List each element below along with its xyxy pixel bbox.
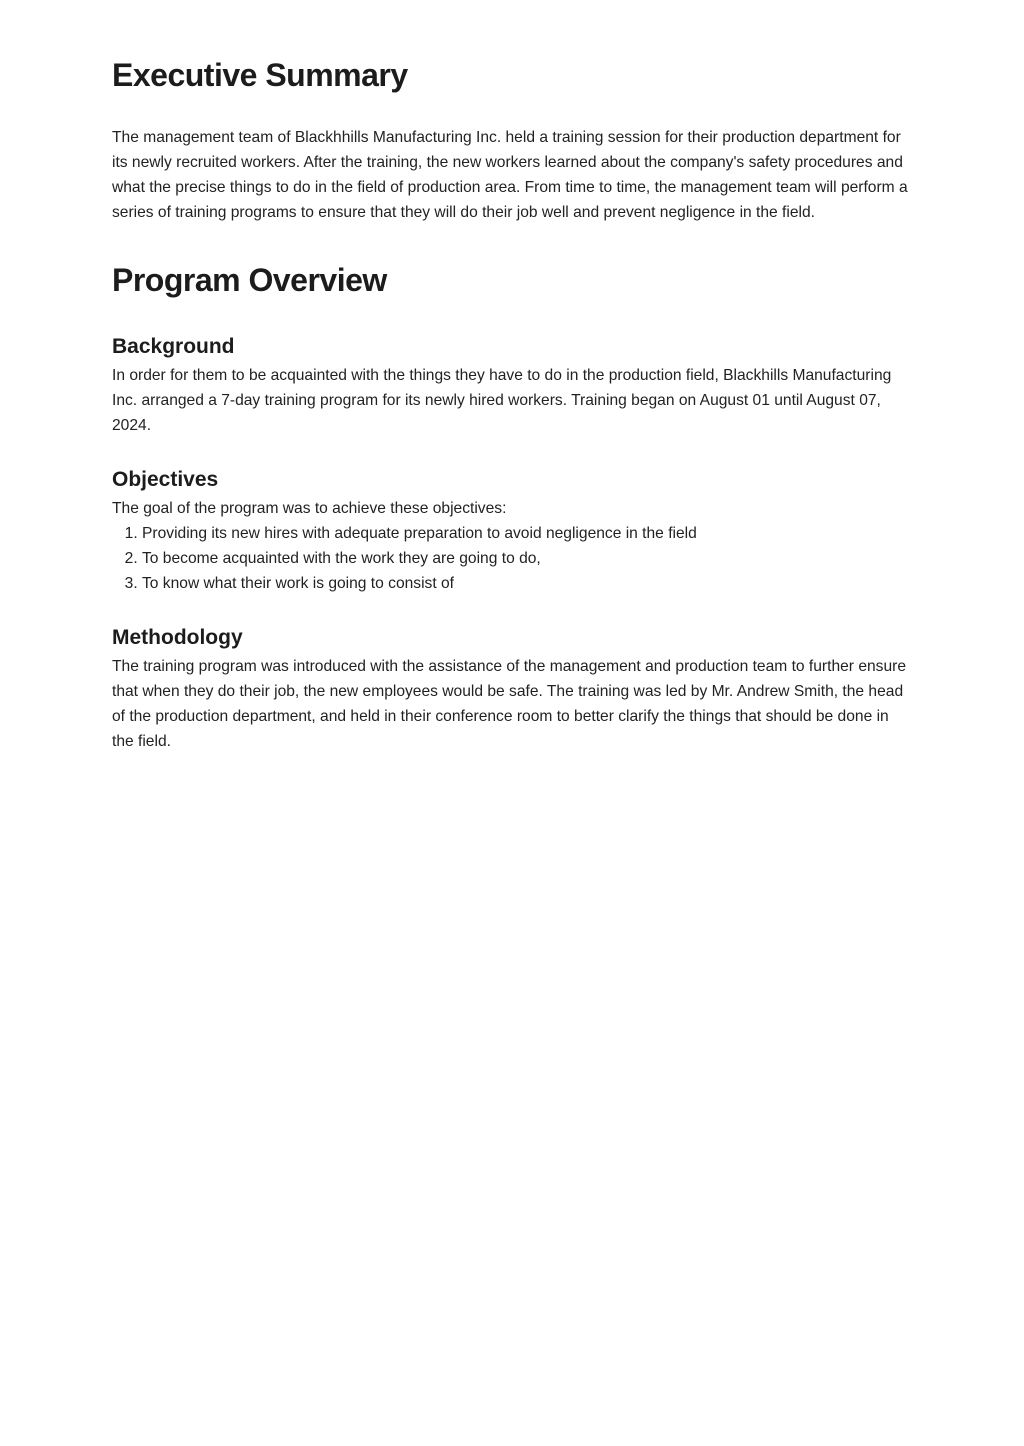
methodology-heading: Methodology — [112, 626, 243, 649]
background-body: In order for them to be acquainted with the things they have to do in the production field, Blackhills Manufacturing Inc. arranged a 7-day training program for its newly hired workers. Training began on August 01 until August 07, 2024. — [112, 367, 892, 434]
program-overview-title: Program Overview — [112, 262, 387, 298]
background-heading: Background — [112, 335, 235, 358]
objectives-list — [112, 521, 914, 596]
objective-item: 1. Providing its new hires with adequate preparation to avoid negligence in the field — [142, 521, 914, 546]
executive-summary-body: The management team of Blackhhills Manufacturing Inc. held a training session for their production department for its newly recruited workers. After the training, the new workers learned about the company's safety procedures and what the precise things to do in the field of production area. From time to time, the management team will perform a series of training programs to ensure that they will do their job well and prevent negligence in the field. — [112, 129, 908, 221]
methodology-body: The training program was introduced with the assistance of the management and production team to further ensure that when they do their job, the new employees would be safe. The training was led by Mr. Andrew Smith, the head of the production department, and held in their conference room to better clarify the things that should be done in the field. — [112, 658, 906, 750]
objective-item: 2. To become acquainted with the work they are going to do, — [142, 546, 914, 571]
objectives-heading: Objectives — [112, 468, 219, 491]
objectives-intro: The goal of the program was to achieve these objectives: — [112, 500, 507, 517]
executive-summary-title: Executive Summary — [112, 57, 408, 93]
objective-item: 3. To know what their work is going to consist of — [142, 571, 914, 596]
